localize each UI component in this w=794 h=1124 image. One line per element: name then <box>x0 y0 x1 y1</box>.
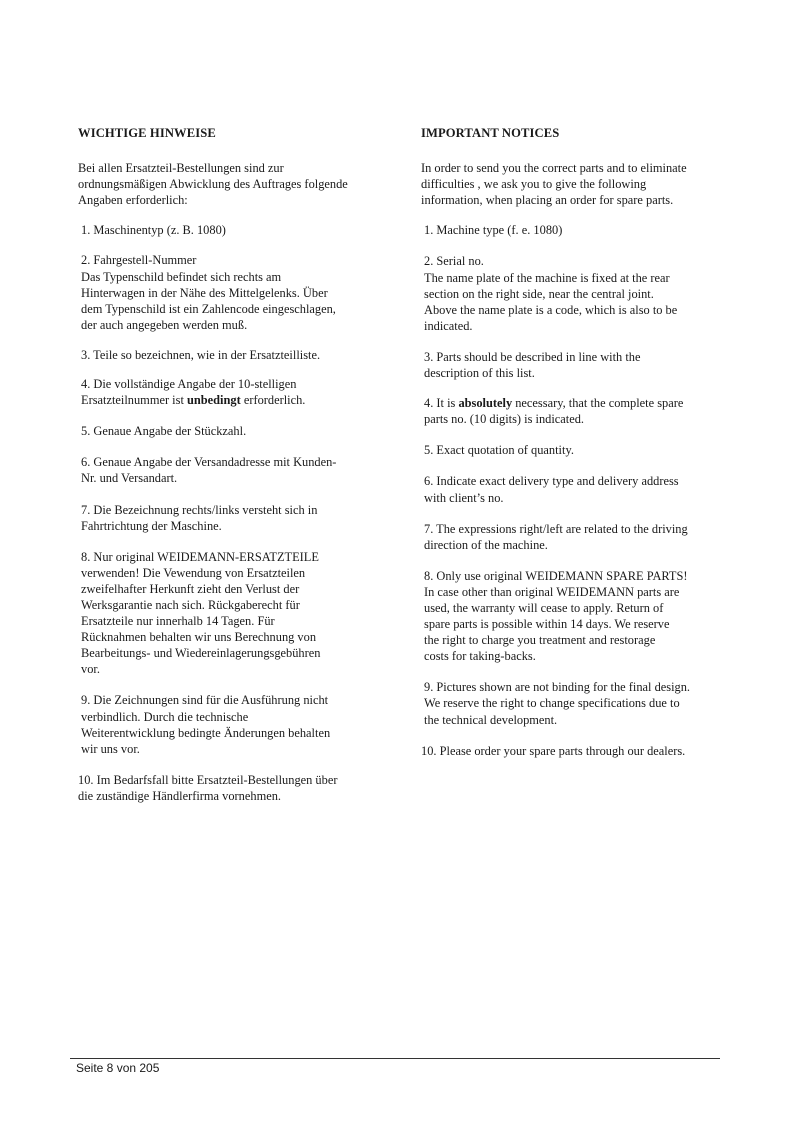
german-notice-item-8 <box>78 549 388 678</box>
item-text: dem Typenschild ist ein Zahlencode eingeschlagen, <box>81 301 336 316</box>
item-number: 3. <box>424 349 434 364</box>
item-number: 2. <box>424 254 434 269</box>
item-number: 2. <box>81 253 91 268</box>
item-number: 9. <box>81 693 91 708</box>
item-text: Nr. und Versandart. <box>81 471 178 486</box>
item-text: Die Bezeichnung rechts/links versteht sich in <box>93 502 318 517</box>
item-text: Nur original WEIDEMANN-ERSATZTEILE <box>93 549 319 564</box>
german-notice-item-10 <box>78 772 388 804</box>
item-text: erforderlich. <box>240 393 306 408</box>
english-notice-item-10 <box>421 743 731 759</box>
item-text: Machine type (f. e. 1080) <box>436 223 563 238</box>
german-heading: WICHTIGE HINWEISE <box>78 126 216 140</box>
english-notice-list <box>421 222 731 758</box>
english-notice-item-5 <box>421 442 731 458</box>
item-number: 4. <box>424 396 434 411</box>
item-text: die zuständige Händlerfirma vornehmen. <box>78 788 281 803</box>
item-text: Genaue Angabe der Stückzahl. <box>93 424 247 439</box>
german-notice-item-3 <box>78 347 388 363</box>
english-notice-item-2 <box>421 253 731 333</box>
item-text: Genaue Angabe der Versandadresse mit Kunden- <box>93 455 337 470</box>
item-text: Above the name plate is a code, which is also to be <box>424 302 678 317</box>
item-text: Maschinentyp (z. B. 1080) <box>93 223 226 238</box>
german-notices-column <box>78 125 388 819</box>
item-number: 5. <box>424 443 434 458</box>
emphasis-text: absolutely <box>458 396 513 411</box>
item-number: 10. <box>421 743 437 758</box>
item-text: section on the right side, near the central joint. <box>424 286 654 301</box>
item-text: We reserve the right to change specifications due to <box>424 696 680 711</box>
item-text: In case other than original WEIDEMANN parts are <box>424 584 680 599</box>
german-notice-item-2 <box>78 252 388 332</box>
item-text: The name plate of the machine is fixed at the rear <box>424 270 670 285</box>
english-notice-item-7 <box>421 521 731 553</box>
english-intro <box>421 160 731 208</box>
item-text: Fahrgestell-Nummer <box>93 253 197 268</box>
item-text: parts no. (10 digits) is indicated. <box>424 412 585 427</box>
german-notice-item-6 <box>78 454 388 486</box>
page-number: Seite 8 von 205 <box>76 1061 160 1075</box>
item-number: 7. <box>424 521 434 536</box>
item-text: Die vollständige Angabe der 10-stelligen <box>93 377 297 392</box>
german-intro-line: Bei allen Ersatzteil-Bestellungen sind zur <box>78 161 284 176</box>
item-text: The expressions right/left are related to the driving <box>436 521 688 536</box>
german-notice-item-4 <box>78 376 388 408</box>
item-text: spare parts is possible within 14 days. We reserve <box>424 617 670 632</box>
english-notice-item-4 <box>421 395 731 427</box>
item-text: Serial no. <box>436 254 484 269</box>
item-text: Rücknahmen behalten wir uns Berechnung von <box>81 630 317 645</box>
item-text: Indicate exact delivery type and delivery address <box>436 474 679 489</box>
english-notice-item-8 <box>421 568 731 665</box>
item-number: 10. <box>78 772 94 787</box>
item-number: 1. <box>424 223 434 238</box>
english-intro-line: In order to send you the correct parts and to eliminate <box>421 161 687 176</box>
item-text: zweifelhafter Herkunft zieht den Verlust der <box>81 581 300 596</box>
item-text: indicated. <box>424 318 473 333</box>
item-text: Ersatzteilnummer ist <box>81 393 187 408</box>
item-text: Exact quotation of quantity. <box>436 443 574 458</box>
item-text: Das Typenschild befindet sich rechts am <box>81 269 282 284</box>
item-text: Only use original WEIDEMANN SPARE PARTS! <box>436 568 688 583</box>
item-text: Ersatzteile nur innerhalb 14 Tagen. Für <box>81 614 275 629</box>
english-notice-item-1 <box>421 222 731 238</box>
item-text: Im Bedarfsfall bitte Ersatzteil-Bestellungen über <box>96 772 338 787</box>
item-number: 4. <box>81 377 91 392</box>
english-heading: IMPORTANT NOTICES <box>421 126 560 140</box>
item-text: Teile so bezeichnen, wie in der Ersatzteilliste. <box>93 347 321 362</box>
item-text: Please order your spare parts through our dealers. <box>439 743 686 758</box>
german-notice-item-5 <box>78 423 388 439</box>
english-intro-line: information, when placing an order for spare parts. <box>421 193 674 208</box>
item-text: Bearbeitungs- und Wiedereinlagerungsgebühren <box>81 646 321 661</box>
item-number: 6. <box>81 455 91 470</box>
german-notice-list <box>78 222 388 804</box>
item-text: necessary, that the complete spare <box>512 396 684 411</box>
item-number: 8. <box>81 549 91 564</box>
item-number: 6. <box>424 474 434 489</box>
german-intro <box>78 160 388 208</box>
item-text: It is <box>436 396 459 411</box>
item-text: direction of the machine. <box>424 537 548 552</box>
item-text: the technical development. <box>424 712 558 727</box>
german-intro-line: Angaben erforderlich: <box>78 193 188 208</box>
item-text: verbindlich. Durch die technische <box>81 709 249 724</box>
english-notice-item-3 <box>421 349 731 381</box>
item-number: 1. <box>81 223 91 238</box>
item-text: Parts should be described in line with the <box>436 349 641 364</box>
item-number: 5. <box>81 424 91 439</box>
item-text: with client’s no. <box>424 490 504 505</box>
german-notice-item-1 <box>78 222 388 238</box>
german-intro-line: ordnungsmäßigen Abwicklung des Auftrages folgende <box>78 177 348 192</box>
item-text: costs for taking-backs. <box>424 649 536 664</box>
item-number: 3. <box>81 347 91 362</box>
item-text: the right to charge you treatment and restorage <box>424 633 656 648</box>
item-number: 7. <box>81 502 91 517</box>
german-notice-item-9 <box>78 692 388 756</box>
footer-divider <box>70 1058 720 1059</box>
emphasis-text: unbedingt <box>186 393 241 408</box>
item-text: verwenden! Die Vewendung von Ersatzteilen <box>81 565 306 580</box>
english-notices-column <box>421 125 731 774</box>
item-text: Hinterwagen in der Nähe des Mittelgelenks. Über <box>81 285 328 300</box>
english-intro-line: difficulties , we ask you to give the following <box>421 177 647 192</box>
item-text: used, the warranty will cease to apply. Return of <box>424 600 664 615</box>
item-text: description of this list. <box>424 366 535 381</box>
item-text: Pictures shown are not binding for the final design. <box>436 680 691 695</box>
item-text: Werksgarantie nach sich. Rückgaberecht für <box>81 597 300 612</box>
item-text: Weiterentwicklung bedingte Änderungen behalten <box>81 725 331 740</box>
english-notice-item-6 <box>421 473 731 505</box>
item-text: Fahrtrichtung der Maschine. <box>81 518 222 533</box>
item-text: Die Zeichnungen sind für die Ausführung nicht <box>93 693 329 708</box>
item-number: 8. <box>424 568 434 583</box>
item-text: vor. <box>81 662 100 677</box>
item-text: wir uns vor. <box>81 741 140 756</box>
item-text: der auch angegeben werden muß. <box>81 317 248 332</box>
german-notice-item-7 <box>78 502 388 534</box>
item-number: 9. <box>424 680 434 695</box>
english-notice-item-9 <box>421 679 731 727</box>
